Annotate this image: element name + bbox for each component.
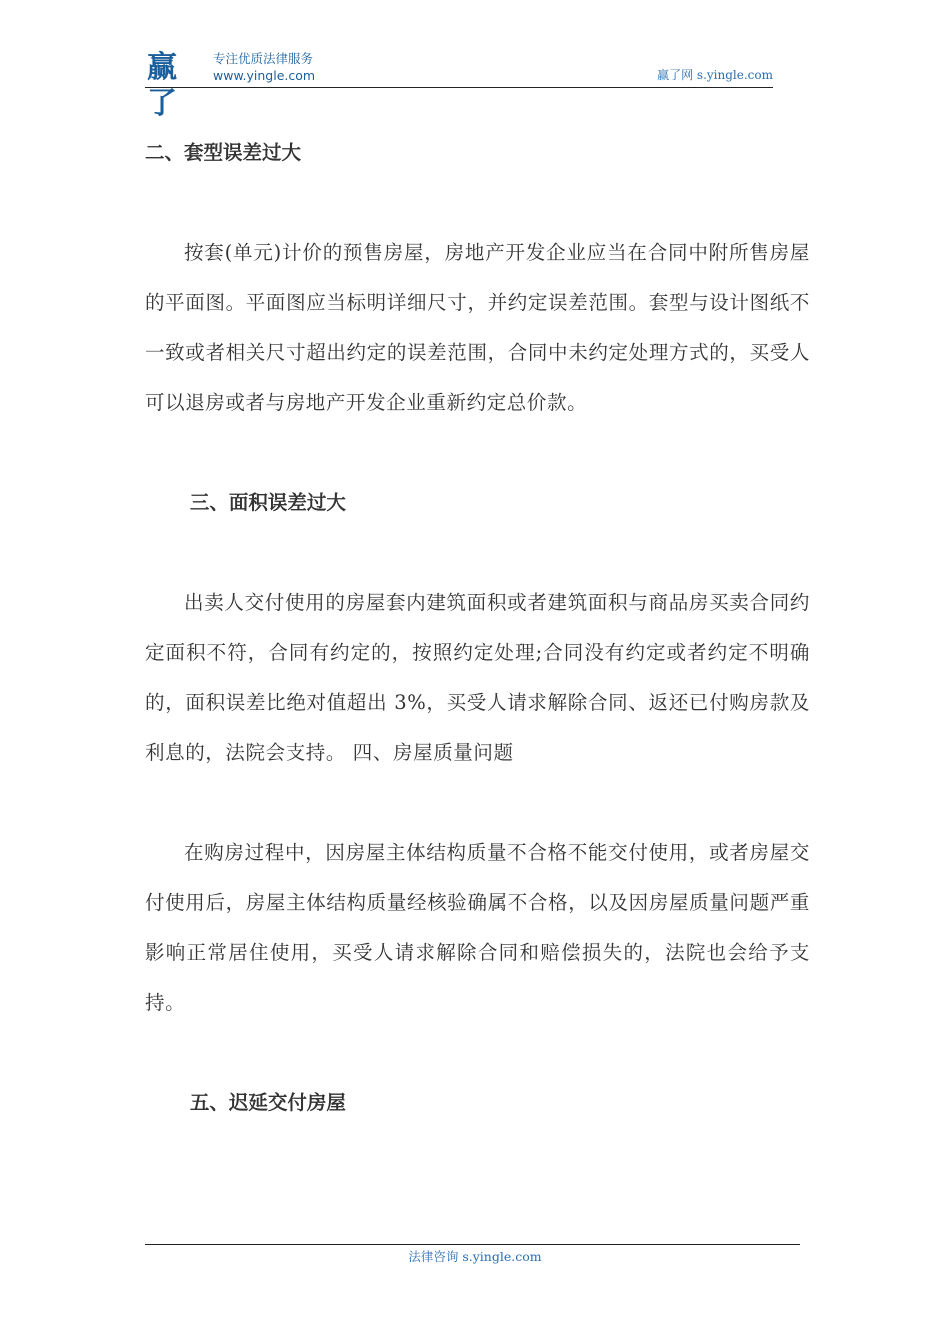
header-site-link[interactable]: 赢了网 s.yingle.com (657, 68, 773, 82)
paragraph-2: 按套(单元)计价的预售房屋，房地产开发企业应当在合同中附所售房屋的平面图。平面图应当标明详细尺寸，并约定误差范围。套型与设计图纸不一致或者相关尺寸超出约定的误差范围，合同中未约定处理方式的，买受人可以退房或者与房地产开发企业重新约定总价款。 (145, 241, 810, 414)
paragraph-3: 出卖人交付使用的房屋套内建筑面积或者建筑面积与商品房买卖合同约定面积不符，合同有约定的，按照约定处理;合同没有约定或者约定不明确的，面积误差比绝对值超出 3%，买受人请求解除合同、返还已付购房款及利息的，法院会支持。 四、房屋质量问题 (145, 591, 810, 764)
section-heading-3: 三、面积误差过大 (189, 491, 346, 514)
footer-divider (145, 1244, 800, 1245)
footer-link[interactable]: 法律咨询 s.yingle.com (408, 1249, 542, 1264)
logo-url: www.yingle.com (213, 68, 316, 83)
document-body (145, 128, 810, 1128)
logo-slogan: 专注优质法律服务 (213, 51, 314, 66)
page-header (145, 50, 773, 121)
section-heading-2: 二、套型误差过大 (145, 141, 302, 164)
section-heading-5: 五、迟延交付房屋 (189, 1091, 346, 1114)
logo-mark: 赢了 (147, 50, 176, 121)
paragraph-4: 在购房过程中，因房屋主体结构质量不合格不能交付使用，或者房屋交付使用后，房屋主体结构质量经核验确属不合格，以及因房屋质量问题严重影响正常居住使用，买受人请求解除合同和赔偿损失的，法院也会给予支持。 (145, 841, 810, 1014)
